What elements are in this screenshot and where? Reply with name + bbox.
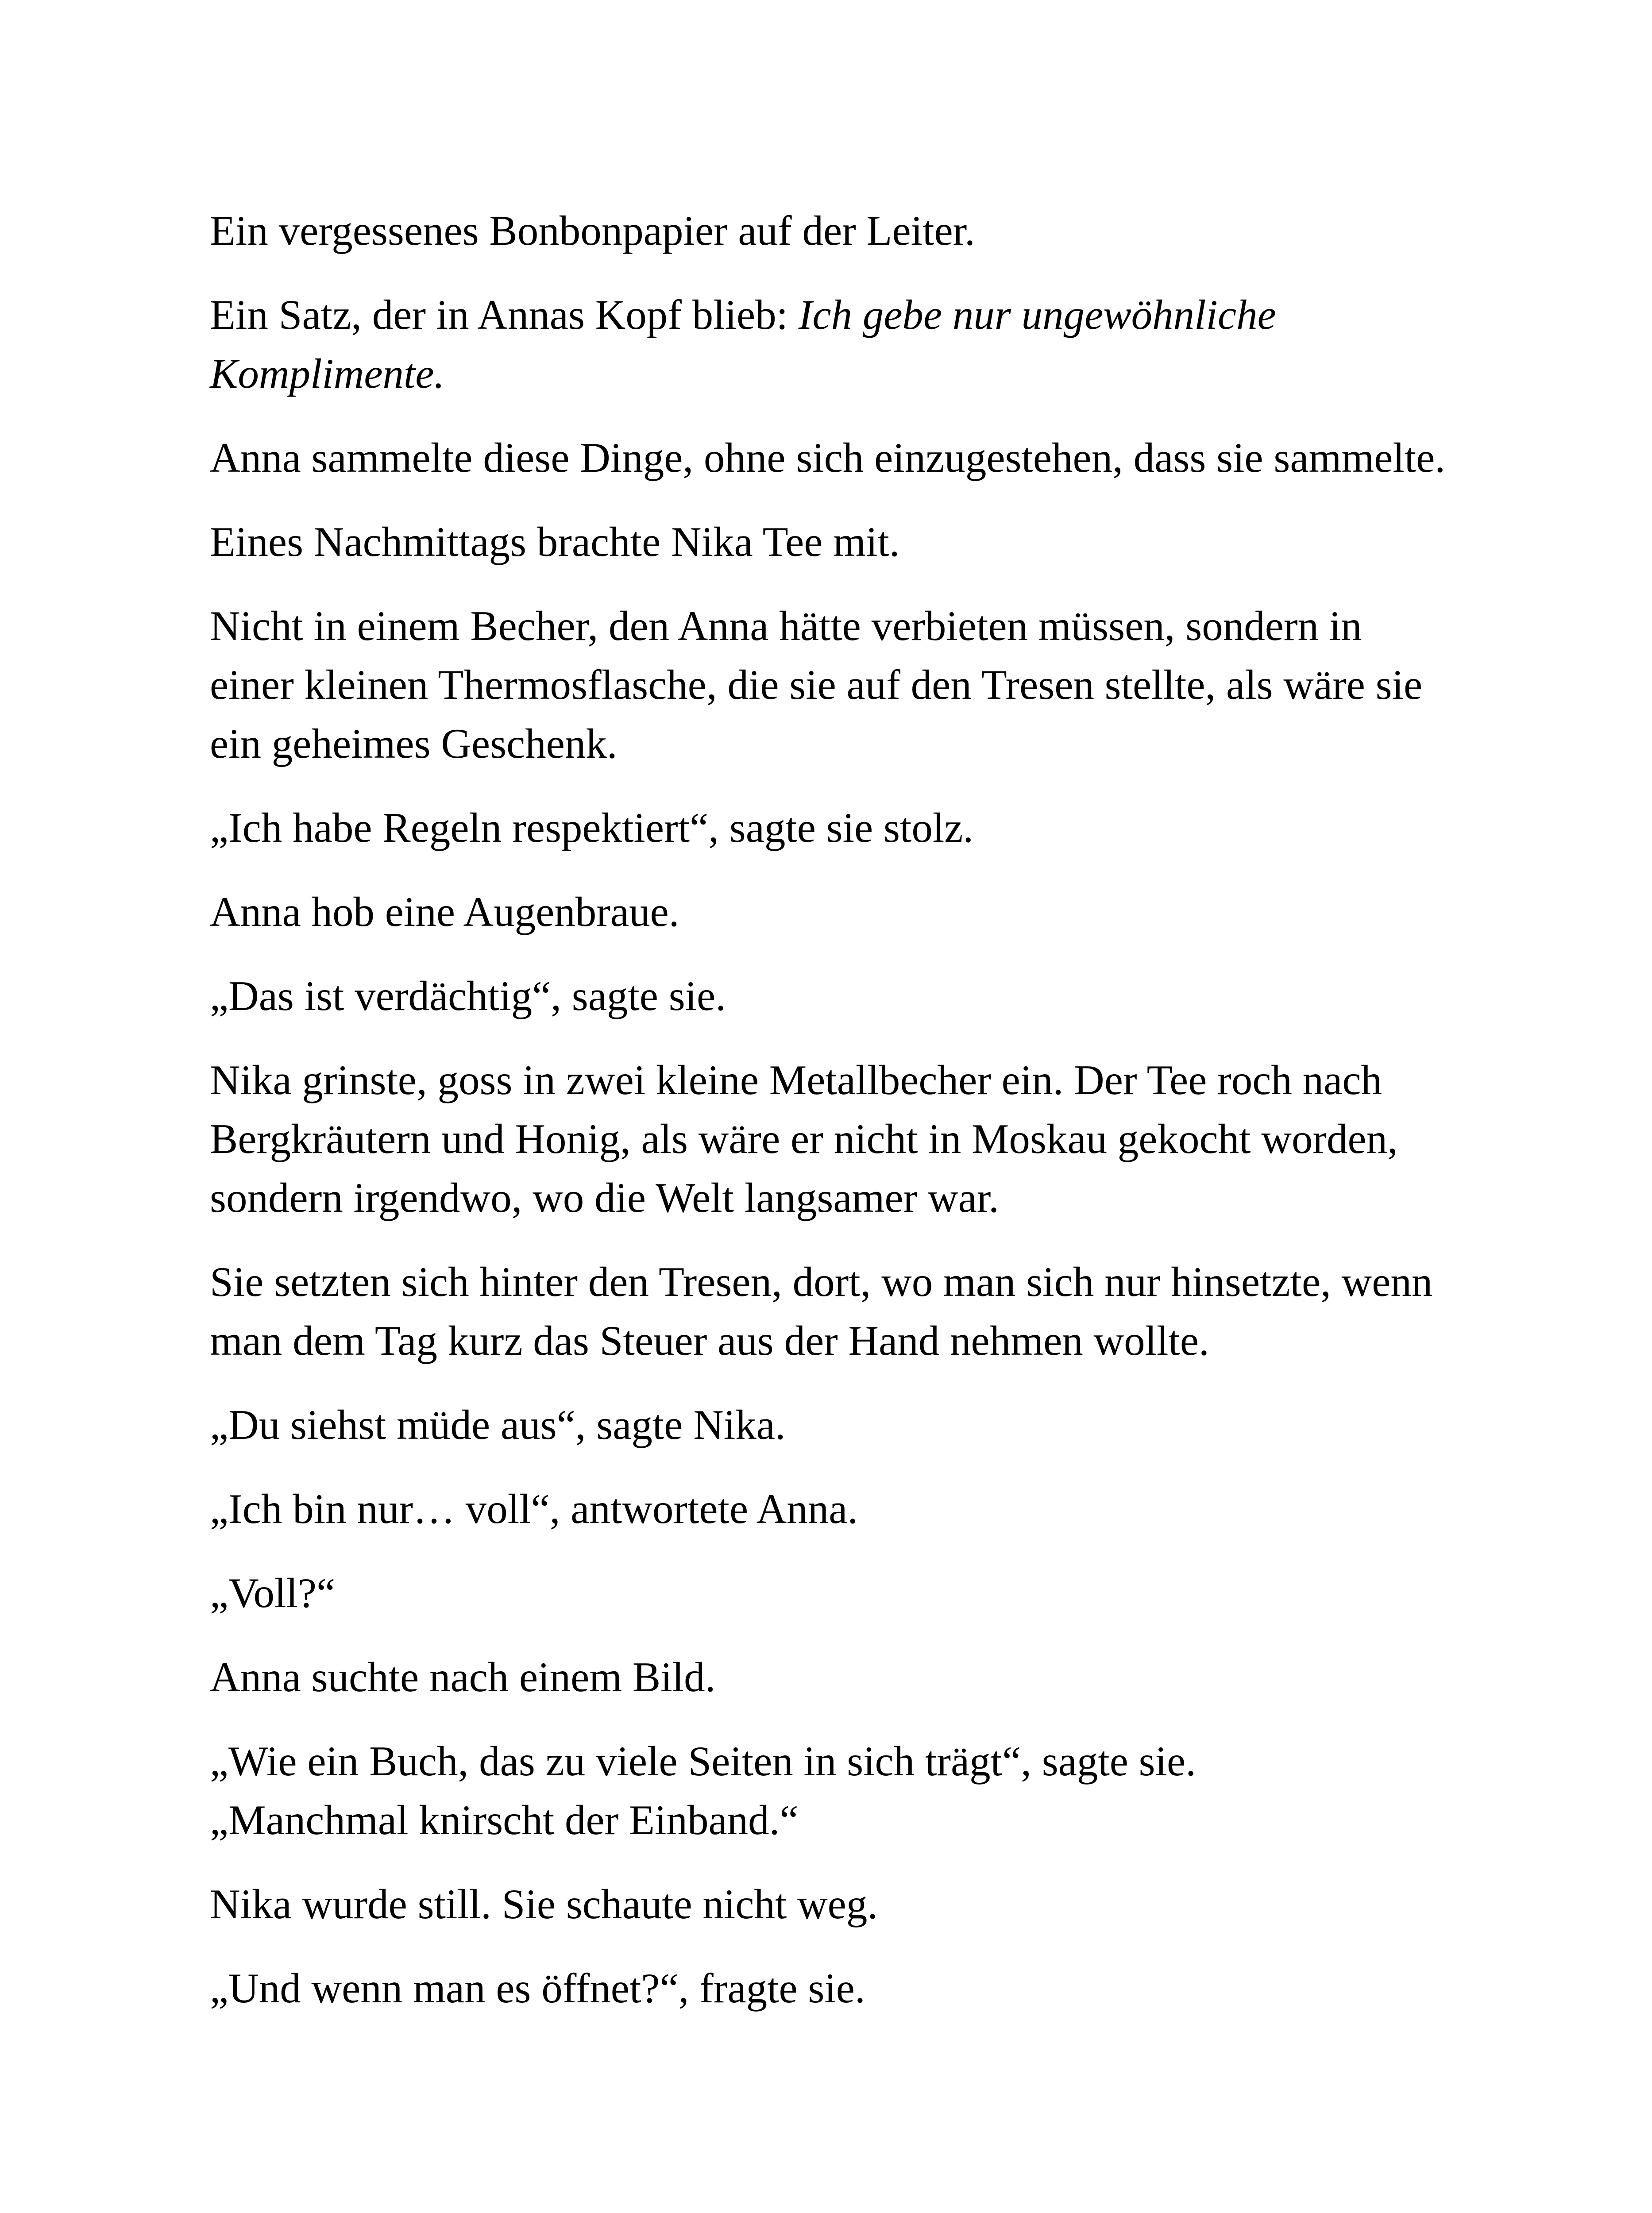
- paragraph: Eines Nachmittags brachte Nika Tee mit.: [210, 518, 900, 565]
- dialogue-line: „Manchmal knirscht der Einband.“: [210, 1797, 799, 1843]
- text-body: [210, 201, 1449, 2043]
- paragraph: Anna hob eine Augenbraue.: [210, 888, 679, 935]
- paragraph: „Voll?“: [210, 1569, 336, 1616]
- italic-quote: Ich gebe nur ungewöhnliche Komplimente.: [210, 291, 1276, 397]
- paragraph: Nicht in einem Becher, den Anna hätte verbieten müssen, sondern in einer kleinen Thermosflasche, die sie auf den Tresen stellte, als wäre sie ein geheimes Geschenk.: [210, 602, 1423, 767]
- paragraph: Ein vergessenes Bonbonpapier auf der Leiter.: [210, 207, 975, 254]
- paragraph: „Ich bin nur… voll“, antwortete Anna.: [210, 1485, 858, 1532]
- paragraph: „Du siehst müde aus“, sagte Nika.: [210, 1401, 786, 1448]
- paragraph: „Ich habe Regeln respektiert“, sagte sie stolz.: [210, 804, 974, 851]
- paragraph: Anna suchte nach einem Bild.: [210, 1654, 716, 1700]
- paragraph: „Und wenn man es öffnet?“, fragte sie.: [210, 1965, 865, 2012]
- paragraph: Nika grinste, goss in zwei kleine Metallbecher ein. Der Tee roch nach Bergkräutern und Honig, als wäre er nicht in Moskau gekocht worden, sondern irgendwo, wo die Welt langsamer war.: [210, 1056, 1398, 1221]
- paragraph: Sie setzten sich hinter den Tresen, dort, wo man sich nur hinsetzte, wenn man dem Tag kurz das Steuer aus der Hand nehmen wollte.: [210, 1258, 1433, 1364]
- paragraph: Anna sammelte diese Dinge, ohne sich einzugestehen, dass sie sammelte.: [210, 434, 1446, 481]
- paragraph: [210, 285, 1449, 403]
- paragraph-text: Ein Satz, der in Annas Kopf blieb:: [210, 291, 799, 338]
- paragraph: Nika wurde still. Sie schaute nicht weg.: [210, 1881, 878, 1928]
- dialogue-line: „Wie ein Buch, das zu viele Seiten in sich trägt“, sagte sie.: [210, 1738, 1196, 1785]
- paragraph: [210, 1732, 1449, 1850]
- paragraph: „Das ist verdächtig“, sagte sie.: [210, 972, 726, 1019]
